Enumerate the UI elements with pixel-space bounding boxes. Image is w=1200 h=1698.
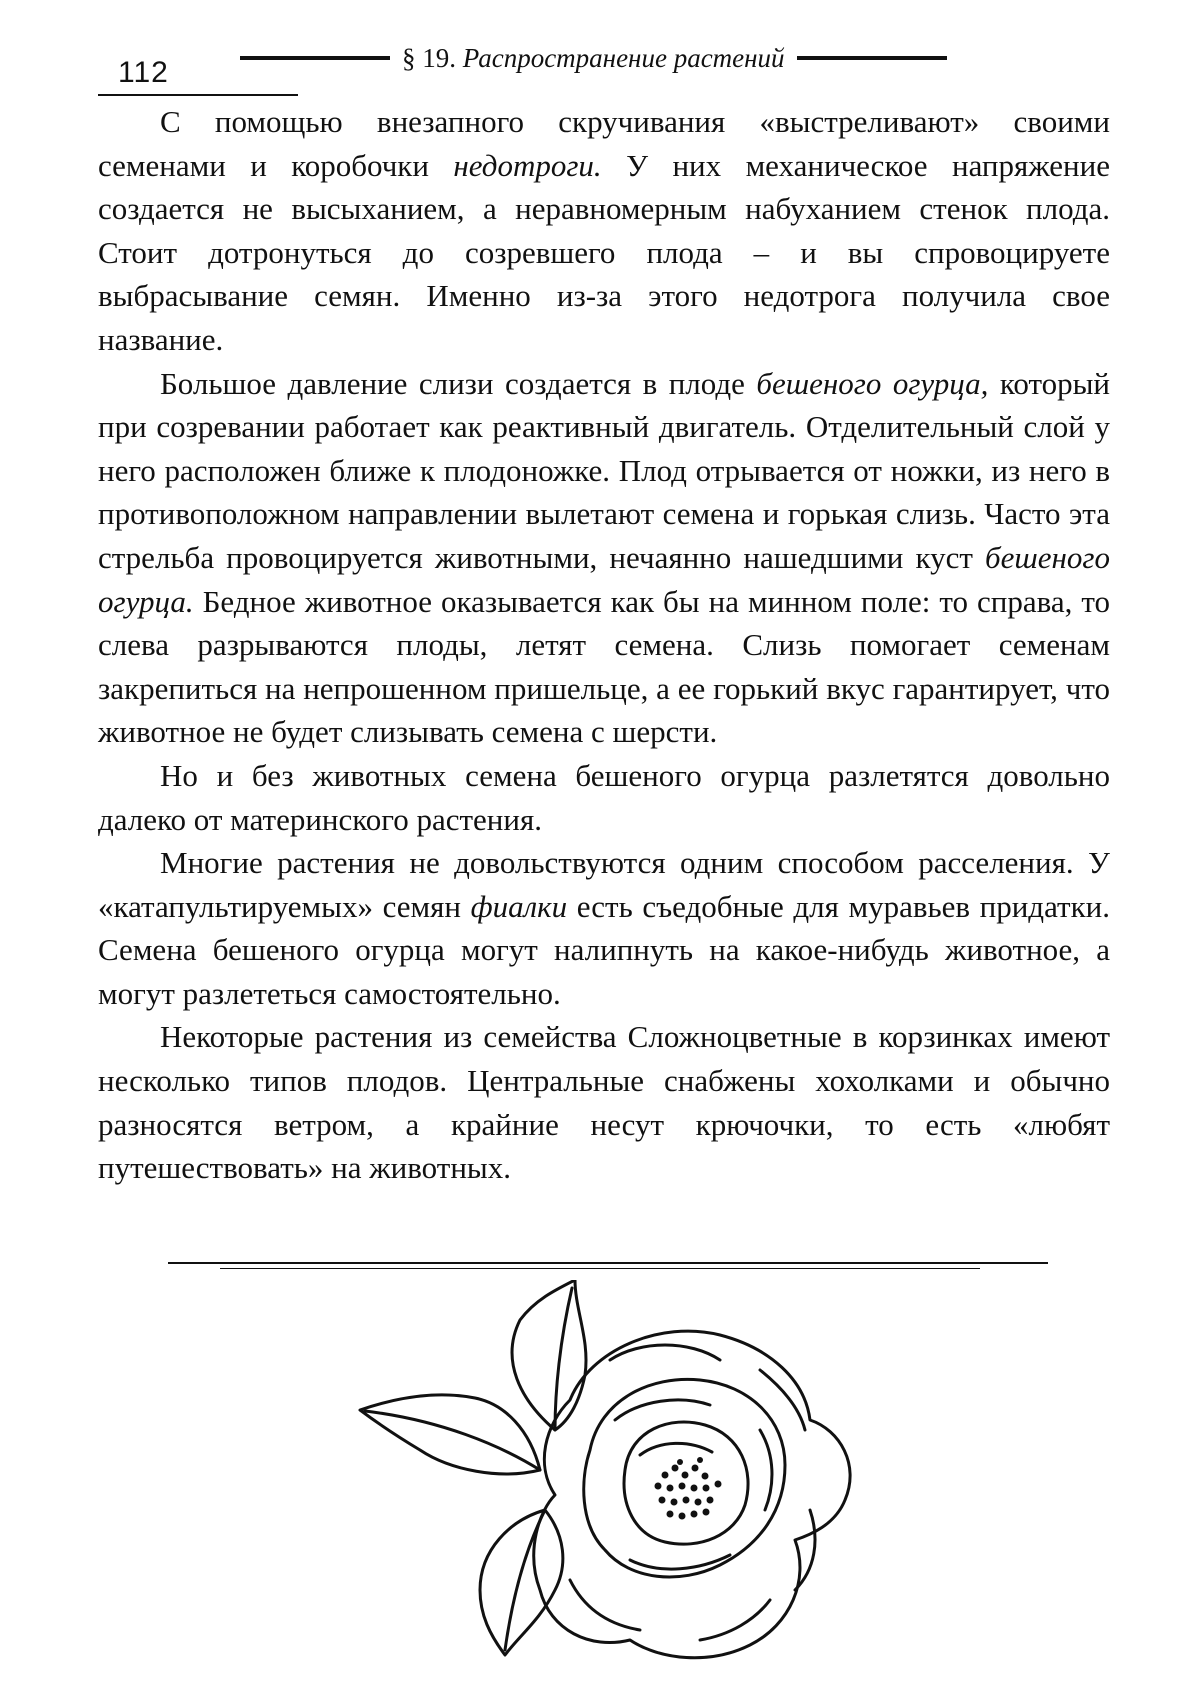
section-title: Распространение растений	[462, 42, 785, 73]
paragraph-1-emphasis-1: недотроги.	[453, 147, 602, 183]
leaf-left-icon	[360, 1395, 540, 1474]
leaf-top-icon	[512, 1280, 586, 1430]
petal-fold-5-icon	[700, 1600, 770, 1640]
section-end-rule-double	[220, 1268, 980, 1269]
running-head-rule-right	[797, 56, 947, 60]
paragraph-5	[98, 1015, 1110, 1189]
rose-icon	[340, 1280, 880, 1680]
petal-fold-1-icon	[610, 1345, 720, 1360]
leaf-bottom-vein-icon	[505, 1510, 545, 1650]
paragraph-1-text-1: С помощью внезапного скручивания «выстреливают» своими семенами и коробочки	[98, 104, 1110, 183]
petal-fold-4-icon	[570, 1580, 640, 1630]
rose-illustration	[340, 1280, 880, 1680]
page-number: 112	[118, 56, 169, 89]
paragraph-1	[98, 100, 1110, 362]
middle-fold-2-icon	[760, 1430, 772, 1510]
stamens-icon	[655, 1457, 722, 1520]
paragraph-1-text-2: У них механическое напряжение создается не высыханием, а неравномерным набуханием стенок плода. Стоит дотронуться до созревшего плода – и вы спровоцируете выбрасывание семян. Именно из-за этого недотрога получила свое название.	[98, 147, 1110, 357]
paragraph-4-text-1: Многие растения не довольствуются одним способом расселения. У «катапультируемых» семян	[98, 845, 1110, 924]
inner-fold-icon	[640, 1443, 712, 1455]
paragraph-2-text-1: Большое давление слизи создается в плоде	[160, 365, 757, 401]
running-head-rule-left	[240, 56, 390, 60]
page-number-rule	[98, 94, 298, 96]
paragraph-4	[98, 841, 1110, 1015]
section-sign: § 19.	[402, 42, 456, 73]
paragraph-2-text-2: который при созревании работает как реактивный двигатель. Отделительный слой у него расположен ближе к плодоножке. Плод отрывается от ножки, из него в противоположном направлении вылетают семена и горькая слизь. Часто эта стрельба провоцируется животными, нечаянно нашедшими куст	[98, 365, 1111, 575]
paragraph-2-emphasis-2: бешеного огурца.	[98, 539, 1110, 619]
paragraph-3-text-1: Но и без животных семена бешеного огурца разлетятся довольно далеко от материнского растения.	[98, 757, 1110, 837]
paragraph-3	[98, 754, 1110, 841]
petal-fold-2-icon	[760, 1370, 805, 1430]
section-end-rule	[168, 1262, 1048, 1264]
inner-petal-icon	[624, 1422, 748, 1544]
paragraph-2-text-3: Бедное животное оказывается как бы на минном поле: то справа, то слева разрываются плоды, летят семена. Слизь помогает семенам закрепиться на непрошенном пришельце, а ее горький вкус гарантирует, что животное не будет слизывать семена с шерсти.	[98, 583, 1110, 750]
body-text	[98, 100, 1110, 1190]
paragraph-4-text-2: есть съедобные для муравьев придатки. Семена бешеного огурца могут налипнуть на какое-нибудь животное, а могут разлететься самостоятельно.	[98, 888, 1110, 1011]
leaf-bottom-icon	[480, 1510, 563, 1655]
running-head	[240, 38, 1010, 78]
paragraph-2-emphasis-1: бешеного огурца,	[756, 365, 989, 401]
running-head-text	[402, 43, 785, 74]
paragraph-4-emphasis-1: фиалки	[470, 888, 568, 924]
paragraph-5-text-1: Некоторые растения из семейства Сложноцветные в корзинках имеют несколько типов плодов. Центральные снабжены хохолками и обычно разносятся ветром, а крайние несут крючочки, то есть «любят путешествовать» на животных.	[98, 1019, 1110, 1186]
paragraph-2	[98, 362, 1110, 754]
middle-fold-1-icon	[615, 1400, 710, 1420]
